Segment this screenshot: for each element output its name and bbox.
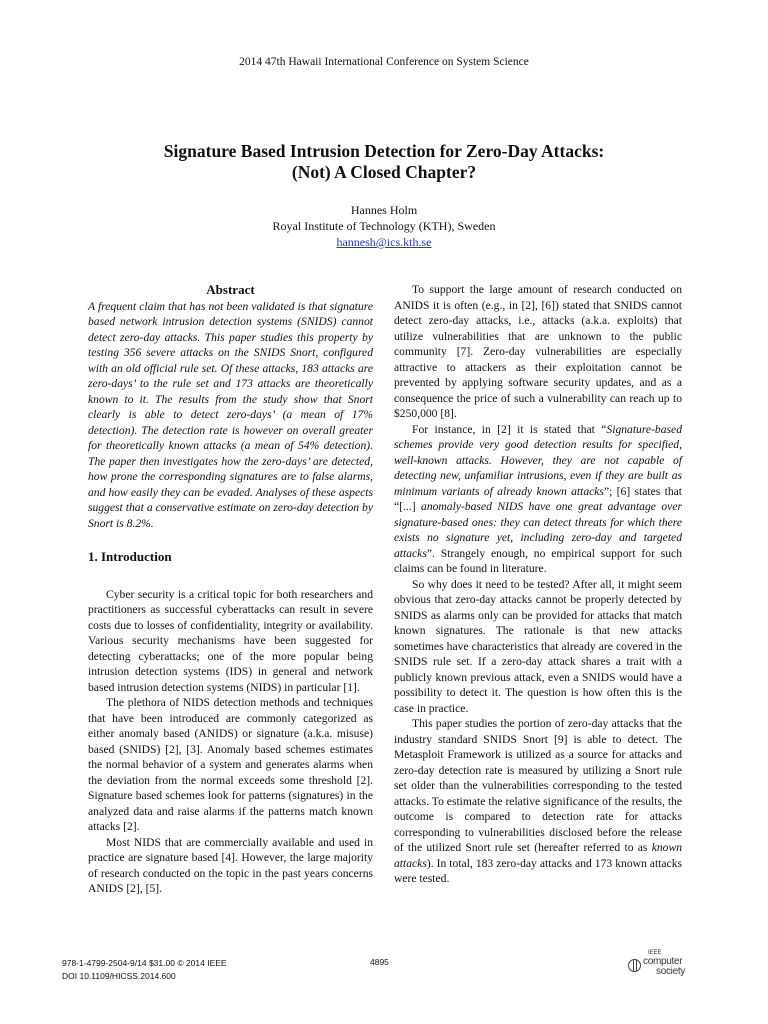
- logo-line-2: society: [656, 966, 686, 977]
- introduction-heading: 1. Introduction: [88, 549, 172, 564]
- logo-ieee-text: IEEE: [648, 950, 662, 956]
- author-email-link[interactable]: hannesh@ics.kth.se: [336, 235, 432, 249]
- right-paragraph-3: So why does it need to be tested? After all, it might seem obvious that zero-day attacks cannot be properly detected by SNIDS as alarms only can be provided for attacks that match known signatures. The rationale is that new attacks sometimes have characteristics that already are covered in the SNIDS rule set. If a zero-day attack shares a trait with a publicly known previous attack, even a SNIDS would have a possibility to detect it. The question is how often this is the case in practice.: [394, 577, 682, 715]
- ieee-computer-society-logo: [628, 950, 708, 982]
- abstract-text: A frequent claim that has not been validated is that signature based network intrusion detection systems (SNIDS) cannot detect zero-day attacks. This paper studies this property by testing 356 severe attacks on the SNIDS Snort, configured with an old official rule set. Of these attacks, 183 attacks are zero-days’ to the rule set and 173 attacks are theoretically known to it. The results from the study show that Snort clearly is able to detect zero-days’ (a mean of 17% detection). The detection rate is however on overall greater for theoretically known attacks (a mean of 54% detection). The paper then investigates how the zero-days’ are detected, how prone the corresponding signatures are to false alarms, and how easily they can be evaded. Analyses of these aspects suggest that a conservative estimate on zero-day detection by Snort is 8.2%.: [88, 299, 373, 530]
- p4-known-attacks: known attacks: [394, 841, 682, 870]
- right-paragraph-4: [394, 716, 682, 887]
- intro-paragraph-1: Cyber security is a critical topic for both researchers and practitioners as successful cyberattacks can result in severe costs due to losses of confidentiality, integrity or availability. Various security mechanisms have been suggested for detecting cyberattacks; one of the more popular being intrusion detection systems (IDS) in general and network based intrusion detection systems (NIDS) in particular [1].: [88, 587, 373, 694]
- footer-isbn: 978-1-4799-2504-9/14 $31.00 © 2014 IEEE: [62, 958, 227, 968]
- logo-line-1: computer: [643, 956, 683, 967]
- left-column: [88, 282, 373, 897]
- p2-quote-1: Signature-based schemes provide very good detection results for specified, well-known attacks. However, they are not capable of detecting new, unfamiliar intrusions, even if they are built as minimum variants of already known attacks: [394, 422, 682, 498]
- conference-header: 2014 47th Hawaii International Conference on System Science: [239, 56, 529, 68]
- p4-text-a: This paper studies the portion of zero-day attacks that the industry standard SNIDS Snort [9] is able to detect. The Metasploit Framework is utilized as a source for attacks and zero-day detection rate is measured by utilizing a Snort rule set older than the vulnerabilities corresponding to the tested attacks. To estimate the relative significance of the results, the outcome is compared to detection rate for attacks corresponding to vulnerabilities disclosed before the release of the utilized Snort rule set (hereafter referred to as: [394, 717, 682, 854]
- p2-text-b: ”; [6] states that “[...]: [394, 484, 682, 513]
- page-number: 4895: [370, 957, 389, 967]
- p4-text-b: ). In total, 183 zero-day attacks and 173 known attacks were tested.: [394, 856, 682, 885]
- title-line-2: (Not) A Closed Chapter?: [291, 162, 477, 182]
- p2-text-a: For instance, in [2] it is stated that “: [412, 422, 607, 436]
- paper-title: [80, 141, 688, 183]
- title-line-1: Signature Based Intrusion Detection for Zero-Day Attacks:: [163, 141, 605, 161]
- right-column: [394, 282, 682, 887]
- p2-quote-2: anomaly-based NIDS have one great advantage over signature-based ones: they can detect threats for which there exists no signature yet, including zero-day and targeted attacks: [394, 500, 682, 560]
- globe-icon: [628, 959, 641, 972]
- intro-paragraph-2: The plethora of NIDS detection methods and techniques that have been introduced are commonly categorized as either anomaly based (ANIDS) or signature (a.k.a. misuse) based (SNIDS) [2], [3]. Anomaly based schemes estimates the normal behavior of a system and generates alarms when the deviation from the normal exceeds some threshold [2]. Signature based schemes look for patterns (signatures) in the analyzed data and raise alarms if the patterns match known attacks [2].: [88, 696, 373, 833]
- abstract-heading: Abstract: [206, 282, 255, 297]
- right-paragraph-1: To support the large amount of research conducted on ANIDS it is often (e.g., in [2], [6]) stated that SNIDS cannot detect zero-day attacks, i.e., attacks (a.k.a. exploits) that utilize vulnerabilities that are unknown to the public community [7]. Zero-day vulnerabilities are especially attractive to attackers as their exploitation cannot be prevented by applying software security updates, and as a consequence the price of such a vulnerability can reach up to $250,000 [8].: [394, 283, 682, 420]
- right-paragraph-2: [394, 422, 682, 577]
- footer-identifiers: [62, 957, 227, 983]
- intro-paragraph-3: Most NIDS that are commercially available and used in practice are signature based [4]. However, the large majority of research conducted on the topic in the past years concerns ANIDS [2], [5].: [88, 835, 373, 895]
- author-block: [80, 202, 688, 250]
- author-affiliation: Royal Institute of Technology (KTH), Sweden: [272, 219, 496, 233]
- footer-doi: DOI 10.1109/HICSS.2014.600: [62, 971, 176, 981]
- author-name: Hannes Holm: [350, 203, 418, 217]
- p2-text-c: ”. Strangely enough, no empirical support for such claims can be found in literature.: [394, 546, 682, 575]
